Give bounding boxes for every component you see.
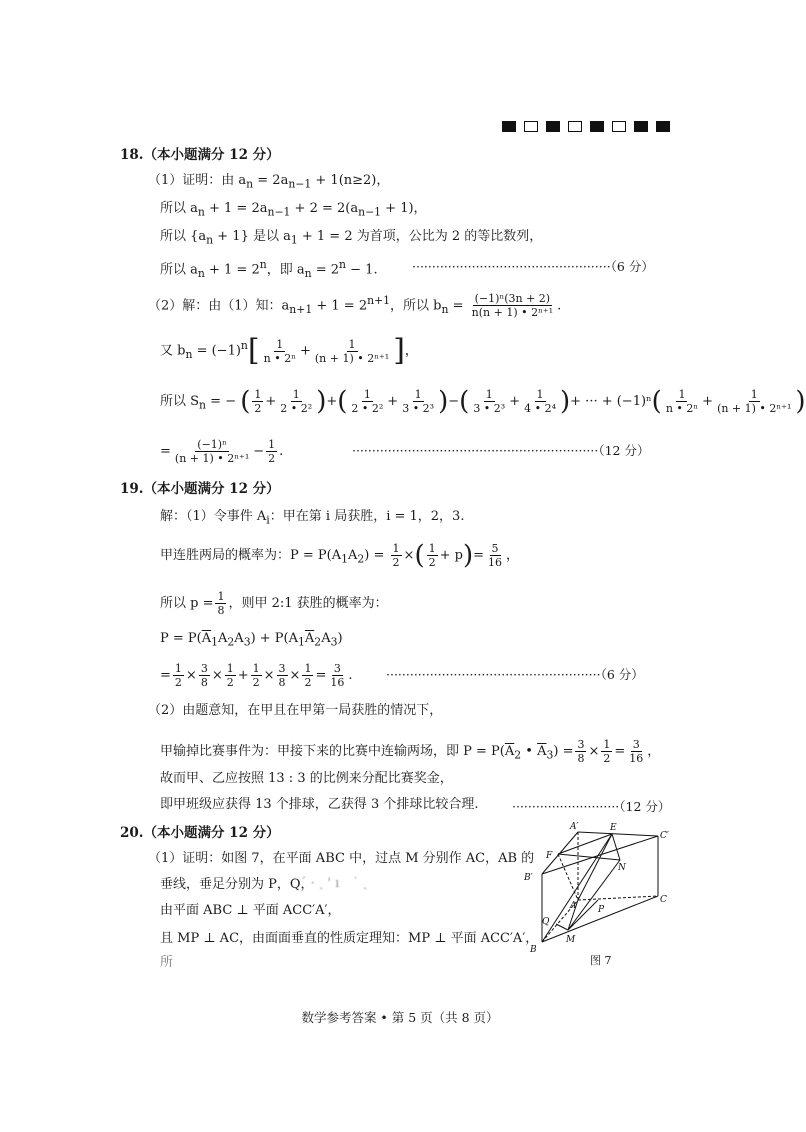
edge-a1-c1: [578, 832, 658, 836]
q19-score-1: ······················································（6 分）: [386, 667, 644, 682]
q20-line-3: 由平面 ABC ⊥ 平面 ACC′A′，: [160, 903, 341, 918]
q20-line-2: 垂线，垂足分别为 P，Q，: [160, 877, 314, 892]
q18-part2-line-1: （2）解：由（1）知：$a_{n+1} + 1 = 2^{n+1}$，所以 $b_n$ = $\frac{\text{(−1)ⁿ(3n + 2)}}{\text{n(n + 1) • 2ⁿ⁺¹}}$ .: [148, 292, 562, 320]
q18-line-3: 所以 $\{a_n + 1\}$ 是以 $a_1 + 1 = 2$ 为首项，公比为 2 的等比数列，: [160, 229, 543, 247]
edge-m-q: [556, 924, 568, 930]
label-f: F: [546, 851, 553, 861]
edge-e-n: [612, 834, 620, 860]
q18-line-2: 所以 $a_n + 1 = 2a_{n-1} + 2 = 2(a_{n-1} + 1)$，: [160, 201, 427, 219]
label-a1: A′: [570, 822, 579, 832]
edge-f-a: [558, 854, 578, 900]
label-p: P: [598, 905, 605, 915]
q18-line-1: （1）证明：由 $a_n = 2a_{n-1} + 1(n\ge 2)$，: [148, 173, 390, 191]
q20-heading: 20.（本小题满分 12 分）: [120, 825, 280, 841]
header-mark-1: [502, 121, 516, 132]
header-mark-2: [524, 121, 538, 132]
label-m: M: [566, 935, 576, 945]
q19-line-5: = $\frac{1}{2}$ × $\frac{3}{8}$ × $\frac{1}{2}$ + $\frac{1}{2}$ × $\frac{3}{8}$ × $\frac{1}{2}$ = $\frac{3}{16}$ .: [160, 662, 353, 689]
q19-line-9: 即甲班级应获得 13 个排球，乙获得 3 个排球比较合理.: [160, 797, 479, 812]
q19-line-2: 甲连胜两局的概率为：$P = P(A_1A_2)$ = $\frac{1}{2}$ ×( $\frac{1}{2}$ + p)= $\frac{5}{16}$ ，: [160, 540, 520, 571]
q19-line-1: 解：（1）令事件 $A_i$：甲在第 i 局获胜，i = 1，2，3.: [160, 509, 465, 527]
q20-line-1: （1）证明：如图 7，在平面 ABC 中，过点 M 分别作 AC，AB 的: [148, 851, 535, 866]
q18-line-4: 所以 $a_n + 1 = 2^n$，即 $a_n = 2^n - 1$.: [160, 258, 378, 280]
q19-heading: 19.（本小题满分 12 分）: [120, 481, 280, 497]
edge-b-e: [542, 834, 612, 942]
label-c: C: [660, 895, 667, 905]
edge-n-m: [568, 860, 620, 930]
q18-score-2: ······························································（12 分）: [352, 443, 650, 458]
q19-line-4: $P = P(\overline{A}_1A_2A_3) + P(A_1\overline{A}_2A_3)$: [160, 631, 343, 649]
q18-line-6: 又 $b_n = (-1)^n$[ $\frac{1}{\text{n • 2ⁿ}}$ + $\frac{1}{\text{(n + 1) • 2ⁿ⁺¹}}$ ]，: [160, 333, 418, 368]
header-marks: [502, 121, 670, 132]
edge-b-c: [542, 896, 658, 942]
label-b: B: [530, 945, 537, 955]
header-mark-6: [612, 121, 626, 132]
label-q: Q: [542, 917, 550, 927]
edge-e-a: [578, 834, 612, 900]
scan-noise: ˊ · ˎ ' ı ˙ ˎ: [300, 876, 368, 891]
label-n: N: [618, 863, 626, 873]
q18-score-1: ··················································（6 分）: [412, 259, 654, 274]
q20-line-5: 所: [160, 955, 174, 970]
figure-caption: 图 7: [590, 954, 612, 967]
header-mark-4: [568, 121, 582, 132]
page-footer: 数学参考答案 • 第 5 页（共 8 页）: [301, 1010, 499, 1025]
header-mark-3: [546, 121, 560, 132]
q19-line-7: 甲输掉比赛事件为：甲接下来的比赛中连输两场，即 $P = P(\overline{A}_2$ • $\overline{A}_3$) = $\frac{3}{8}$ × $\frac{1}{2}$ = $\frac{3}{16}$ ，: [160, 738, 661, 765]
edge-b1-c1: [542, 836, 658, 874]
label-e: E: [610, 823, 617, 833]
q20-line-4: 且 MP ⊥ AC，由面面垂直的性质定理知：MP ⊥ 平面 ACC′A′，: [160, 931, 539, 946]
header-mark-7: [634, 121, 648, 132]
label-a: A: [570, 901, 577, 911]
header-mark-5: [590, 121, 604, 132]
q19-score-2: ···························（12 分）: [512, 799, 671, 814]
label-c1: C′: [660, 831, 669, 841]
q18-line-7: 所以 $S_n$ = − ( $\frac{1}{2}$ + $\frac{1}{\text{2 • 2²}}$ )+( $\frac{1}{\text{2 • 2²}}$ + $\frac{1}{\text{3 • 2³}}$ )−( $\frac{1}{\text{3 • 2³}}$ + $\frac{1}{\text{4 • 2⁴}}$ )+ ··· + (−1)ⁿ( $\frac{1}{\text{n • 2ⁿ}}$ + $\frac{1}{\text{(n + 1) • 2ⁿ⁺¹}}$ ): [160, 386, 806, 417]
q18-line-8: = $\frac{\text{(−1)ⁿ}}{\text{(n + 1) • 2ⁿ⁺¹}}$ − $\frac{1}{2}$ .: [160, 438, 284, 465]
prism-figure: [520, 820, 670, 960]
q18-heading: 18.（本小题满分 12 分）: [120, 147, 280, 163]
edge-a-c: [578, 896, 658, 900]
label-b1: B′: [524, 873, 533, 883]
q19-line-6: （2）由题意知，在甲且在甲第一局获胜的情况下，: [148, 703, 443, 718]
q19-line-3: 所以 p = $\frac{1}{8}$ ，则甲 2:1 获胜的概率为：: [160, 590, 388, 617]
q19-line-8: 故而甲、乙应按照 13 : 3 的比例来分配比赛奖金，: [160, 771, 453, 786]
edge-f-e: [558, 834, 612, 854]
header-mark-8: [656, 121, 670, 132]
